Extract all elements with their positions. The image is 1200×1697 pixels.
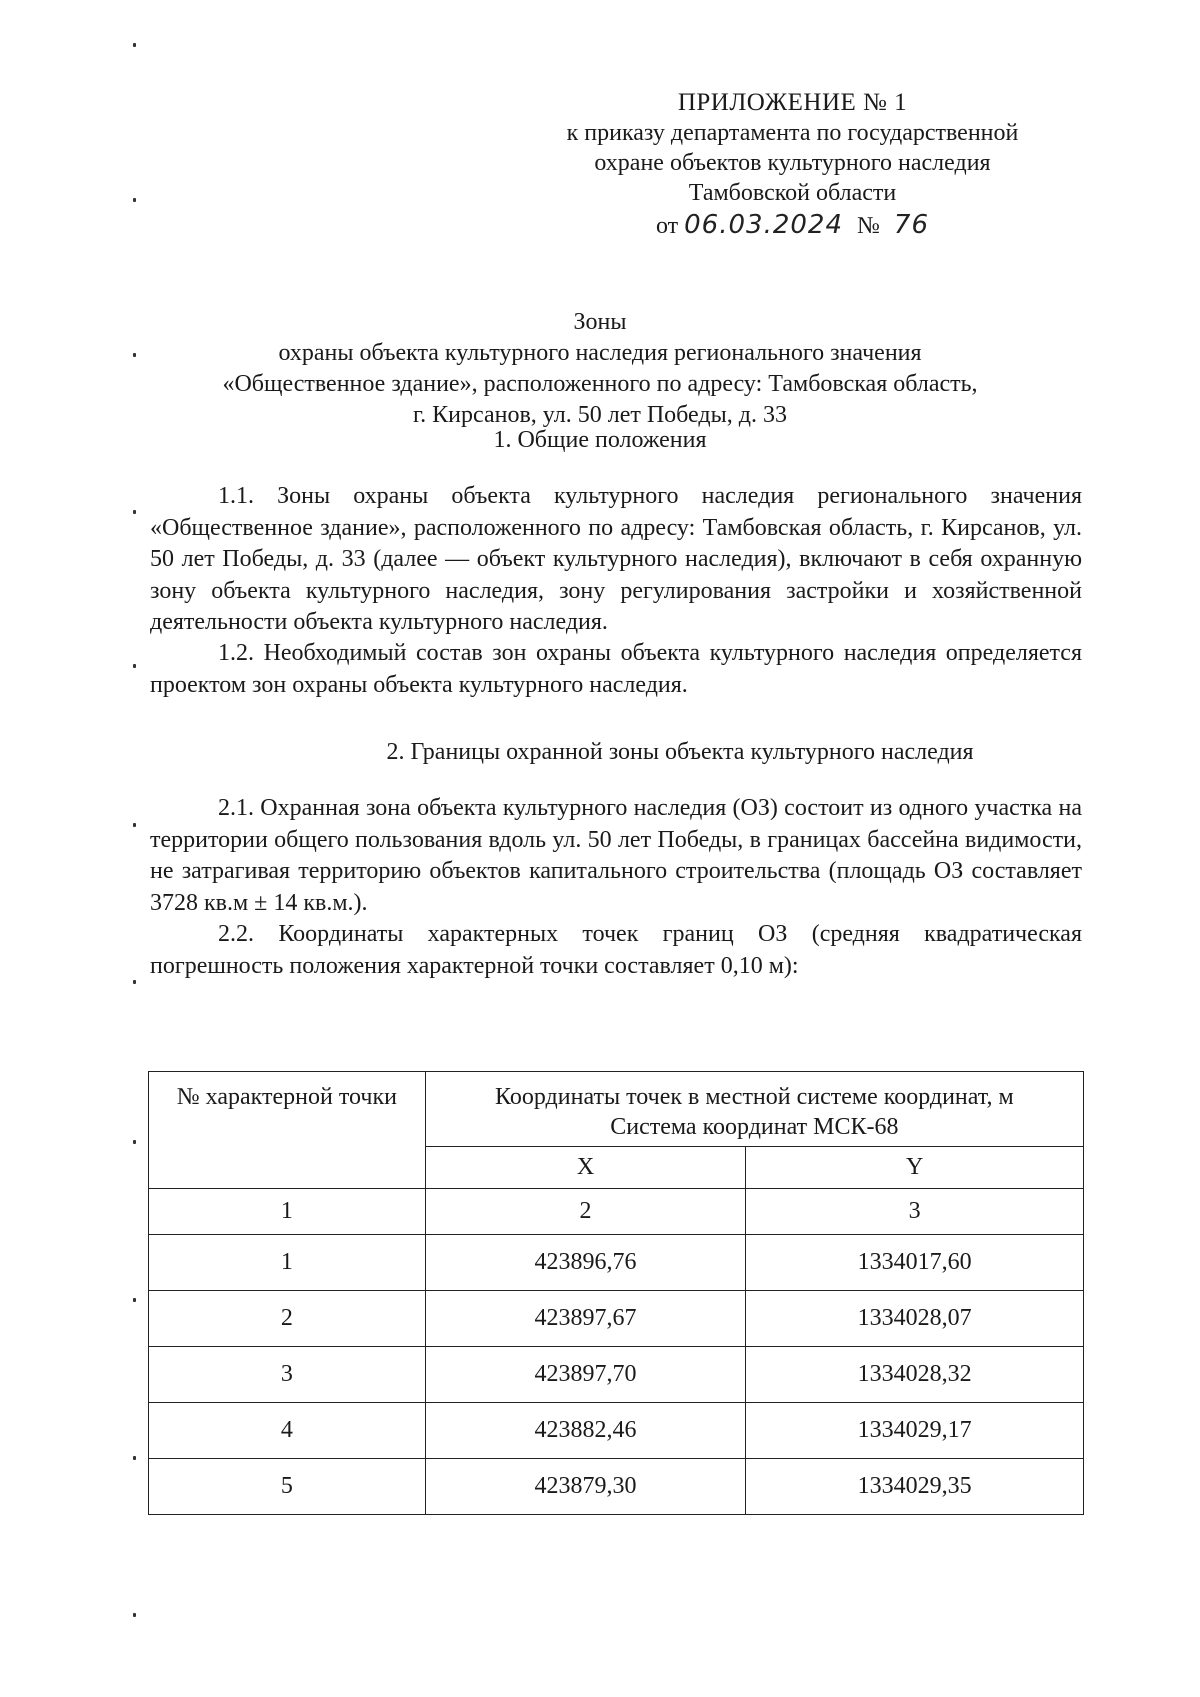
table-row — [149, 1235, 1084, 1291]
scan-speck — [133, 1140, 136, 1144]
y-coordinate-cell: 1334029,35 — [746, 1459, 1084, 1515]
appendix-line-2: охране объектов культурного наследия — [594, 150, 991, 176]
paragraph-1-1: 1.1. Зоны охраны объекта культурного наследия регионального значения «Общественное здание», расположенного по адресу: Тамбовская область, г. Кирсанов, ул. 50 лет Победы, д. 33 (далее — объект культурного наследия), включают в себя охранную зону объекта культурного наследия, зону регулирования застройки и хозяйственной деятельности объекта культурного наследия. — [150, 483, 1082, 635]
appendix-line-1: к приказу департамента по государственной — [566, 120, 1019, 146]
x-coordinate-cell: 423896,76 — [425, 1235, 746, 1291]
scan-speck — [133, 1298, 136, 1302]
handwritten-date: 06.03.2024 — [684, 210, 844, 240]
appendix-title: ПРИЛОЖЕНИЕ № 1 — [677, 89, 908, 116]
section-1-heading: 1. Общие положения — [493, 427, 707, 453]
point-number-cell: 4 — [149, 1403, 426, 1459]
table-row — [149, 1347, 1084, 1403]
title-line-4: г. Кирсанов, ул. 50 лет Победы, д. 33 — [413, 402, 787, 428]
order-date-line — [520, 210, 1065, 241]
title-line-3: «Общественное здание», расположенного по адресу: Тамбовская область, — [222, 371, 978, 397]
table-row — [149, 1459, 1084, 1515]
index-cell: 1 — [149, 1189, 426, 1235]
x-coordinate-cell: 423897,67 — [425, 1291, 746, 1347]
point-number-cell: 5 — [149, 1459, 426, 1515]
y-coordinate-cell: 1334029,17 — [746, 1403, 1084, 1459]
column-header-point-number: № характерной точки — [149, 1072, 426, 1189]
y-coordinate-cell: 1334028,07 — [746, 1291, 1084, 1347]
x-coordinate-cell: 423882,46 — [425, 1403, 746, 1459]
paragraph-2-1: 2.1. Охранная зона объекта культурного наследия (ОЗ) состоит из одного участка на территории общего пользования вдоль ул. 50 лет Победы, в границах бассейна видимости, не затрагивая территорию объектов капитального строительства (площадь ОЗ составляет 3728 кв.м ± 14 кв.м.). — [150, 795, 1082, 916]
scan-speck — [133, 980, 136, 984]
scan-speck — [133, 1613, 136, 1617]
table-row — [149, 1291, 1084, 1347]
point-number-cell: 1 — [149, 1235, 426, 1291]
x-coordinate-cell: 423897,70 — [425, 1347, 746, 1403]
x-coordinate-cell: 423879,30 — [425, 1459, 746, 1515]
handwritten-number: 76 — [893, 210, 930, 240]
paragraph-1-2: 1.2. Необходимый состав зон охраны объекта культурного наследия определяется проектом зон охраны объекта культурного наследия. — [150, 640, 1082, 698]
scan-speck — [133, 823, 136, 827]
scan-speck — [133, 510, 136, 514]
document-title — [150, 307, 1050, 431]
y-coordinate-cell: 1334017,60 — [746, 1235, 1084, 1291]
point-number-cell: 2 — [149, 1291, 426, 1347]
column-header-x: X — [425, 1147, 746, 1189]
point-number-cell: 3 — [149, 1347, 426, 1403]
column-header-y: Y — [746, 1147, 1084, 1189]
scan-speck — [133, 1456, 136, 1460]
index-cell: 2 — [425, 1189, 746, 1235]
number-label: № — [857, 213, 880, 239]
coordinates-header-line-2: Система координат МСК-68 — [610, 1114, 899, 1140]
y-coordinate-cell: 1334028,32 — [746, 1347, 1084, 1403]
scan-speck — [133, 43, 136, 47]
title-line-1: Зоны — [573, 309, 627, 335]
title-line-2: охраны объекта культурного наследия регионального значения — [278, 340, 922, 366]
scan-speck — [133, 198, 136, 202]
table-row — [149, 1403, 1084, 1459]
scan-speck — [133, 664, 136, 668]
column-header-coordinates — [425, 1072, 1083, 1147]
coordinates-table — [148, 1071, 1084, 1515]
table-index-row — [149, 1189, 1084, 1235]
coordinates-header-line-1: Координаты точек в местной системе координат, м — [495, 1084, 1014, 1110]
index-cell: 3 — [746, 1189, 1084, 1235]
section-2-heading: 2. Границы охранной зоны объекта культурного наследия — [386, 739, 974, 765]
scan-speck — [133, 353, 136, 357]
appendix-header — [520, 88, 1065, 241]
date-prefix: от — [655, 213, 679, 239]
paragraph-2-2: 2.2. Координаты характерных точек границ ОЗ (средняя квадратическая погрешность положения характерной точки составляет 0,10 м): — [150, 921, 1082, 979]
table-header-row — [149, 1072, 1084, 1147]
appendix-line-3: Тамбовской области — [688, 180, 897, 206]
